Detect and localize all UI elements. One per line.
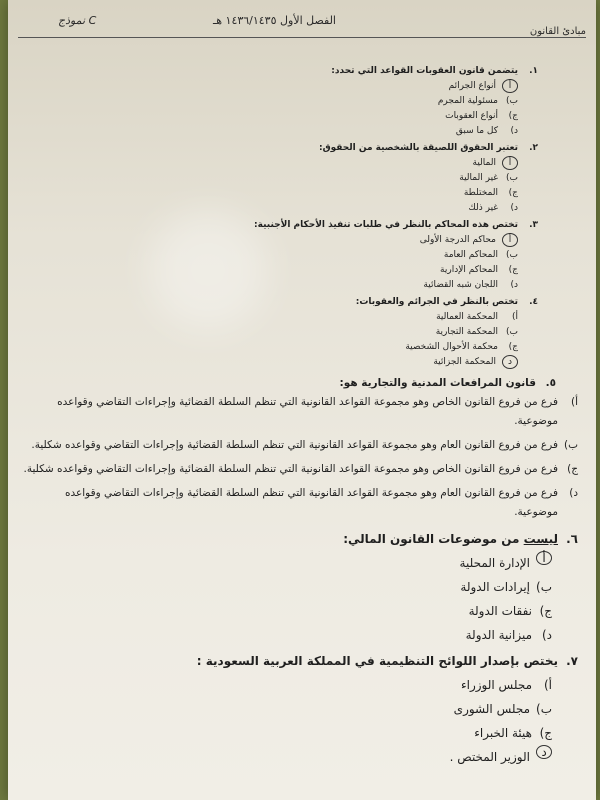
option-letter: ب): [536, 580, 552, 594]
option-d[interactable]: [18, 623, 552, 647]
option-c[interactable]: [18, 599, 552, 623]
option-b[interactable]: [18, 697, 552, 721]
option-d[interactable]: [18, 745, 552, 769]
option-text: الإدارة المحلية: [459, 556, 530, 570]
option-text: هيئة الخبراء: [474, 726, 532, 740]
option-text: نفقات الدولة: [468, 604, 532, 618]
question-number: ٧.: [566, 654, 578, 668]
option-text: فرع من فروع القانون العام وهو مجموعة القواعد القانونية التي تنظم السلطة القضائية وإجراءات التقاضي وقواعده موضوعية.: [64, 487, 558, 518]
option-letter: أ): [543, 678, 552, 692]
option-a[interactable]: [18, 156, 518, 171]
option-text: كل ما سبق: [455, 126, 498, 136]
option-text: المالية: [472, 158, 496, 168]
option-letter: ج): [508, 111, 518, 121]
option-c[interactable]: [18, 109, 518, 124]
option-letter: أ: [502, 233, 518, 247]
option-d[interactable]: [18, 355, 518, 370]
option-text: اللجان شبه القضائية: [423, 280, 498, 290]
question-text: تختص هذه المحاكم بالنظر في طلبات تنفيذ الأحكام الأجنبية:: [254, 220, 518, 230]
option-text: مسئولية المجرم: [437, 96, 498, 106]
header-divider: [18, 37, 586, 38]
option-text: مجلس الوزراء: [460, 678, 532, 692]
option-c[interactable]: [18, 186, 518, 201]
option-text: المحكمة التجارية: [435, 327, 498, 337]
option-a[interactable]: [18, 310, 518, 325]
question-text: من موضوعات القانون المالي:: [343, 532, 520, 546]
option-letter: ب): [506, 327, 518, 337]
option-text: المختلطة: [463, 188, 498, 198]
option-a[interactable]: [18, 79, 518, 94]
option-letter: د: [536, 745, 552, 759]
question-emphasis: ليست: [523, 532, 558, 546]
option-letter: أ: [502, 156, 518, 170]
option-letter: ب): [564, 439, 578, 451]
option-text: أنواع الجرائم: [448, 81, 496, 91]
option-text: محاكم الدرجة الأولى: [419, 235, 496, 245]
option-letter: د): [510, 280, 518, 290]
option-c[interactable]: [18, 721, 552, 745]
option-a[interactable]: [18, 393, 578, 431]
option-a[interactable]: [18, 233, 518, 248]
option-text: محكمة الأحوال الشخصية: [405, 342, 498, 352]
question-2: [18, 141, 578, 216]
question-1: [18, 64, 578, 139]
option-text: فرع من فروع القانون العام وهو مجموعة القواعد القانونية التي تنظم السلطة القضائية وإجراءات التقاضي وقواعده شكلية.: [31, 439, 558, 451]
question-7: [18, 649, 578, 769]
question-number: ٣.: [529, 220, 538, 230]
option-letter: د): [510, 203, 518, 213]
option-letter: ج): [567, 463, 578, 475]
option-letter: أ: [502, 79, 518, 93]
question-number: ٢.: [529, 143, 538, 153]
option-letter: ج): [508, 188, 518, 198]
option-letter: أ): [570, 396, 578, 408]
option-a[interactable]: [18, 551, 552, 575]
option-text: إيرادات الدولة: [460, 580, 531, 594]
option-letter: ج): [539, 726, 552, 740]
option-letter: ج): [539, 604, 552, 618]
model-label: نموذج C: [58, 14, 97, 27]
question-number: ١.: [529, 66, 538, 76]
option-b[interactable]: [18, 325, 518, 340]
option-text: المحكمة العمالية: [436, 312, 498, 322]
option-letter: د: [502, 355, 518, 369]
option-letter: ب): [506, 250, 518, 260]
questions-list: [18, 48, 578, 771]
question-text: تعتبر الحقوق اللصيقة بالشخصية من الحقوق:: [319, 143, 518, 153]
option-text: أنواع العقوبات: [445, 111, 498, 121]
question-text: تختص بالنظر في الجرائم والعقوبات:: [355, 297, 518, 307]
option-b[interactable]: [18, 436, 578, 455]
question-text: يختص بإصدار اللوائح التنظيمية في المملكة العربية السعودية :: [196, 654, 558, 668]
option-text: ميزانية الدولة: [465, 628, 532, 642]
option-text: المحكمة الجزائية: [433, 357, 496, 367]
question-number: ٦.: [566, 532, 578, 546]
option-b[interactable]: [18, 171, 518, 186]
option-letter: ج): [508, 342, 518, 352]
question-text: يتضمن قانون العقوبات القواعد التي تحدد:: [331, 66, 518, 76]
question-6: [18, 527, 578, 647]
question-number: ٥.: [545, 377, 556, 389]
option-a[interactable]: [18, 673, 552, 697]
option-b[interactable]: [18, 94, 518, 109]
option-text: غير المالية: [459, 173, 498, 183]
question-5: [18, 374, 578, 522]
option-d[interactable]: [18, 278, 518, 293]
option-letter: ب): [506, 173, 518, 183]
option-letter: د): [541, 628, 552, 642]
option-letter: د): [569, 487, 578, 499]
page-header: [8, 4, 596, 38]
option-c[interactable]: [18, 263, 518, 278]
option-c[interactable]: [18, 340, 518, 355]
semester-label: الفصل الأول ١٤٣٦/١٤٣٥ هـ: [213, 14, 336, 27]
option-b[interactable]: [18, 248, 518, 263]
option-letter: ب): [506, 96, 518, 106]
option-letter: ج): [508, 265, 518, 275]
option-text: المحاكم العامة: [443, 250, 498, 260]
option-text: غير ذلك: [468, 203, 498, 213]
option-b[interactable]: [18, 575, 552, 599]
question-3: [18, 218, 578, 293]
option-letter: أ): [511, 312, 518, 322]
option-d[interactable]: [18, 201, 518, 216]
question-4: [18, 295, 578, 370]
option-d[interactable]: [18, 124, 518, 139]
option-letter: ب): [536, 702, 552, 716]
option-text: المحاكم الإدارية: [440, 265, 498, 275]
option-c[interactable]: [18, 460, 578, 479]
exam-paper: [8, 0, 596, 800]
question-text: قانون المرافعات المدنية والتجارية هو:: [339, 377, 536, 389]
option-text: فرع من فروع القانون الخاص وهو مجموعة القواعد القانونية التي تنظم السلطة القضائية وإجراءات التقاضي وقواعده شكلية.: [23, 463, 558, 475]
option-d[interactable]: [18, 484, 578, 522]
subject-label: مبادئ القانون: [529, 26, 586, 37]
option-letter: أ: [536, 551, 552, 565]
option-text: مجلس الشورى: [453, 702, 531, 716]
question-number: ٤.: [529, 297, 538, 307]
option-text: فرع من فروع القانون الخاص وهو مجموعة القواعد القانونية التي تنظم السلطة القضائية وإجراءات التقاضي وقواعده موضوعية.: [57, 396, 558, 427]
option-text: الوزير المختص .: [449, 750, 530, 764]
option-letter: د): [510, 126, 518, 136]
